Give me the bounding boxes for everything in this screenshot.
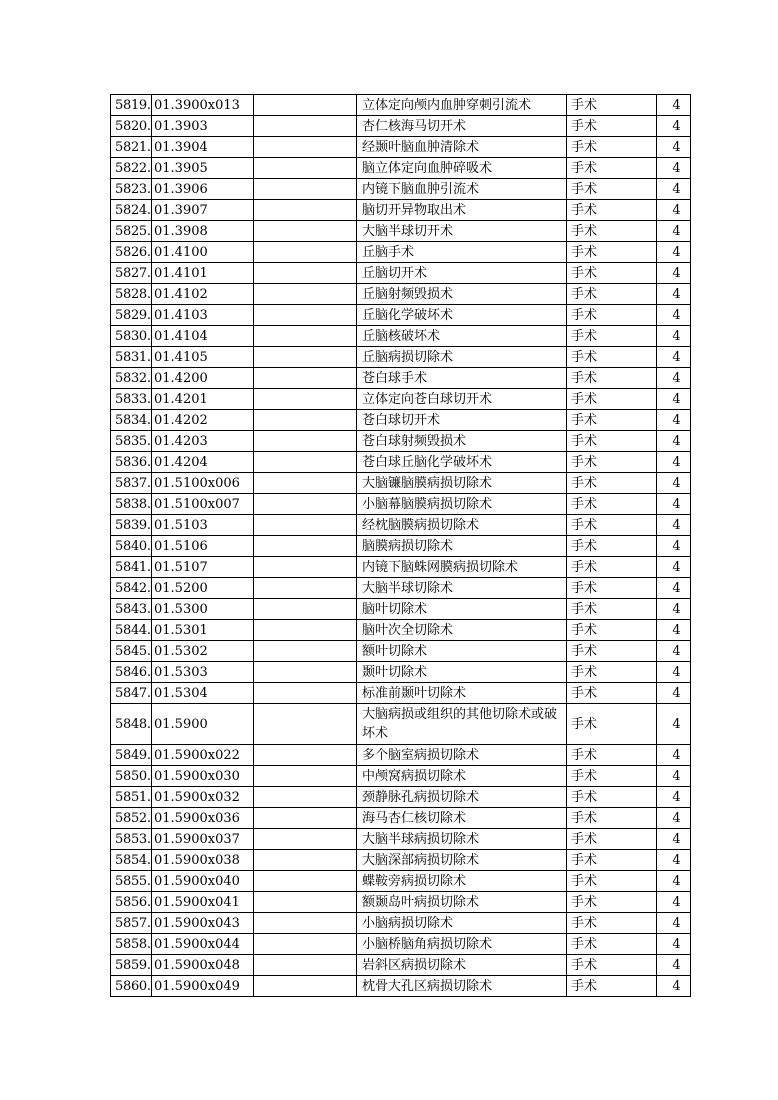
procedure-name-cell: 海马杏仁核切除术: [357, 808, 567, 829]
procedure-code-cell: 01.5900x022: [152, 745, 254, 766]
category-cell: 手术: [567, 95, 657, 116]
table-row: [111, 641, 691, 662]
grade-cell: 4: [657, 976, 691, 997]
procedure-code-cell: 01.5106: [152, 536, 254, 557]
row-number-cell: 5822.: [111, 158, 152, 179]
row-number-cell: 5858.: [111, 934, 152, 955]
row-number-cell: 5843.: [111, 599, 152, 620]
procedure-code-cell: 01.3908: [152, 221, 254, 242]
blank-cell: [254, 892, 357, 913]
grade-cell: 4: [657, 368, 691, 389]
procedure-name-cell: 丘脑化学破坏术: [357, 305, 567, 326]
procedure-code-cell: 01.5900x036: [152, 808, 254, 829]
category-cell: 手术: [567, 850, 657, 871]
row-number-cell: 5821.: [111, 137, 152, 158]
category-cell: 手术: [567, 913, 657, 934]
grade-cell: 4: [657, 116, 691, 137]
blank-cell: [254, 766, 357, 787]
blank-cell: [254, 242, 357, 263]
table-row: [111, 536, 691, 557]
blank-cell: [254, 179, 357, 200]
procedure-name-cell: 大脑半球切开术: [357, 221, 567, 242]
procedure-name-cell: 颞叶切除术: [357, 662, 567, 683]
procedure-code-cell: 01.4103: [152, 305, 254, 326]
row-number-cell: 5837.: [111, 473, 152, 494]
category-cell: 手术: [567, 179, 657, 200]
procedure-name-cell: 苍白球切开术: [357, 410, 567, 431]
procedure-name-cell: 脑叶切除术: [357, 599, 567, 620]
blank-cell: [254, 536, 357, 557]
grade-cell: 4: [657, 95, 691, 116]
grade-cell: 4: [657, 578, 691, 599]
procedure-code-cell: 01.3907: [152, 200, 254, 221]
category-cell: 手术: [567, 158, 657, 179]
procedure-name-cell: 脑膜病损切除术: [357, 536, 567, 557]
grade-cell: 4: [657, 913, 691, 934]
procedure-code-cell: 01.5900x049: [152, 976, 254, 997]
category-cell: 手术: [567, 683, 657, 704]
table-row: [111, 934, 691, 955]
grade-cell: 4: [657, 787, 691, 808]
row-number-cell: 5860.: [111, 976, 152, 997]
row-number-cell: 5842.: [111, 578, 152, 599]
table-row: [111, 557, 691, 578]
category-cell: 手术: [567, 829, 657, 850]
blank-cell: [254, 934, 357, 955]
grade-cell: 4: [657, 683, 691, 704]
category-cell: 手术: [567, 808, 657, 829]
procedure-name-cell: 脑立体定向血肿碎吸术: [357, 158, 567, 179]
table-row: [111, 515, 691, 536]
procedure-code-cell: 01.5900: [152, 704, 254, 745]
procedure-name-cell: 脑切开异物取出术: [357, 200, 567, 221]
procedure-code-cell: 01.3903: [152, 116, 254, 137]
table-row: [111, 745, 691, 766]
procedure-code-cell: 01.5900x043: [152, 913, 254, 934]
procedure-code-cell: 01.5103: [152, 515, 254, 536]
procedure-name-cell: 丘脑射频毁损术: [357, 284, 567, 305]
row-number-cell: 5826.: [111, 242, 152, 263]
table-row: [111, 620, 691, 641]
row-number-cell: 5844.: [111, 620, 152, 641]
grade-cell: 4: [657, 305, 691, 326]
table-row: [111, 410, 691, 431]
procedure-code-cell: 01.4100: [152, 242, 254, 263]
table-row: [111, 955, 691, 976]
row-number-cell: 5841.: [111, 557, 152, 578]
blank-cell: [254, 515, 357, 536]
row-number-cell: 5830.: [111, 326, 152, 347]
category-cell: 手术: [567, 745, 657, 766]
grade-cell: 4: [657, 221, 691, 242]
row-number-cell: 5848.: [111, 704, 152, 745]
procedure-name-cell: 颈静脉孔病损切除术: [357, 787, 567, 808]
table-row: [111, 431, 691, 452]
category-cell: 手术: [567, 704, 657, 745]
grade-cell: 4: [657, 410, 691, 431]
grade-cell: 4: [657, 704, 691, 745]
blank-cell: [254, 221, 357, 242]
grade-cell: 4: [657, 452, 691, 473]
table-row: [111, 137, 691, 158]
blank-cell: [254, 137, 357, 158]
procedure-name-cell: 小脑病损切除术: [357, 913, 567, 934]
row-number-cell: 5859.: [111, 955, 152, 976]
category-cell: 手术: [567, 368, 657, 389]
row-number-cell: 5832.: [111, 368, 152, 389]
procedure-name-cell: 丘脑手术: [357, 242, 567, 263]
row-number-cell: 5846.: [111, 662, 152, 683]
category-cell: 手术: [567, 578, 657, 599]
grade-cell: 4: [657, 284, 691, 305]
procedure-name-cell: 岩斜区病损切除术: [357, 955, 567, 976]
blank-cell: [254, 95, 357, 116]
blank-cell: [254, 871, 357, 892]
procedure-code-cell: 01.5100x007: [152, 494, 254, 515]
category-cell: 手术: [567, 871, 657, 892]
procedure-code-cell: 01.4104: [152, 326, 254, 347]
procedure-name-cell: 丘脑核破坏术: [357, 326, 567, 347]
blank-cell: [254, 599, 357, 620]
row-number-cell: 5829.: [111, 305, 152, 326]
category-cell: 手术: [567, 431, 657, 452]
table-row: [111, 766, 691, 787]
category-cell: 手术: [567, 766, 657, 787]
category-cell: 手术: [567, 242, 657, 263]
category-cell: 手术: [567, 662, 657, 683]
procedure-code-cell: 01.5900x044: [152, 934, 254, 955]
grade-cell: 4: [657, 158, 691, 179]
table-row: [111, 850, 691, 871]
blank-cell: [254, 305, 357, 326]
table-row: [111, 473, 691, 494]
table-row: [111, 221, 691, 242]
grade-cell: 4: [657, 955, 691, 976]
procedure-name-cell: 杏仁核海马切开术: [357, 116, 567, 137]
procedure-name-cell: 小脑桥脑角病损切除术: [357, 934, 567, 955]
blank-cell: [254, 620, 357, 641]
grade-cell: 4: [657, 515, 691, 536]
grade-cell: 4: [657, 347, 691, 368]
blank-cell: [254, 200, 357, 221]
row-number-cell: 5831.: [111, 347, 152, 368]
row-number-cell: 5839.: [111, 515, 152, 536]
procedure-code-cell: 01.5303: [152, 662, 254, 683]
blank-cell: [254, 473, 357, 494]
procedure-code-cell: 01.4101: [152, 263, 254, 284]
grade-cell: 4: [657, 641, 691, 662]
category-cell: 手术: [567, 326, 657, 347]
category-cell: 手术: [567, 599, 657, 620]
blank-cell: [254, 557, 357, 578]
table-row: [111, 599, 691, 620]
category-cell: 手术: [567, 976, 657, 997]
row-number-cell: 5855.: [111, 871, 152, 892]
procedure-name-cell: 额叶切除术: [357, 641, 567, 662]
procedure-code-cell: 01.4203: [152, 431, 254, 452]
procedure-name-cell: 内镜下脑血肿引流术: [357, 179, 567, 200]
table-row: [111, 829, 691, 850]
procedure-code-cell: 01.5301: [152, 620, 254, 641]
table-row: [111, 871, 691, 892]
procedure-name-cell: 多个脑室病损切除术: [357, 745, 567, 766]
row-number-cell: 5845.: [111, 641, 152, 662]
procedure-name-cell: 大脑镰脑膜病损切除术: [357, 473, 567, 494]
procedure-name-cell: 大脑深部病损切除术: [357, 850, 567, 871]
category-cell: 手术: [567, 284, 657, 305]
category-cell: 手术: [567, 641, 657, 662]
procedure-name-cell: 中颅窝病损切除术: [357, 766, 567, 787]
procedure-code-cell: 01.3900x013: [152, 95, 254, 116]
row-number-cell: 5851.: [111, 787, 152, 808]
procedure-code-cell: 01.5900x040: [152, 871, 254, 892]
grade-cell: 4: [657, 200, 691, 221]
row-number-cell: 5852.: [111, 808, 152, 829]
category-cell: 手术: [567, 221, 657, 242]
row-number-cell: 5834.: [111, 410, 152, 431]
grade-cell: 4: [657, 179, 691, 200]
blank-cell: [254, 745, 357, 766]
grade-cell: 4: [657, 766, 691, 787]
procedure-code-cell: 01.4105: [152, 347, 254, 368]
table-row: [111, 347, 691, 368]
table-row: [111, 452, 691, 473]
procedure-code-cell: 01.5100x006: [152, 473, 254, 494]
procedure-name-cell: 大脑半球病损切除术: [357, 829, 567, 850]
category-cell: 手术: [567, 137, 657, 158]
row-number-cell: 5856.: [111, 892, 152, 913]
procedure-name-cell: 苍白球射频毁损术: [357, 431, 567, 452]
category-cell: 手术: [567, 473, 657, 494]
blank-cell: [254, 158, 357, 179]
procedure-code-cell: 01.5900x041: [152, 892, 254, 913]
procedure-code-cell: 01.5302: [152, 641, 254, 662]
procedure-table: [110, 94, 691, 997]
blank-cell: [254, 955, 357, 976]
procedure-name-cell: 内镜下脑蛛网膜病损切除术: [357, 557, 567, 578]
procedure-code-cell: 01.5200: [152, 578, 254, 599]
blank-cell: [254, 410, 357, 431]
procedure-code-cell: 01.3905: [152, 158, 254, 179]
row-number-cell: 5833.: [111, 389, 152, 410]
table-row: [111, 662, 691, 683]
grade-cell: 4: [657, 745, 691, 766]
row-number-cell: 5827.: [111, 263, 152, 284]
category-cell: 手术: [567, 494, 657, 515]
procedure-name-cell: 大脑病损或组织的其他切除术或破坏术: [357, 704, 567, 745]
procedure-name-cell: 小脑幕脑膜病损切除术: [357, 494, 567, 515]
blank-cell: [254, 787, 357, 808]
row-number-cell: 5823.: [111, 179, 152, 200]
row-number-cell: 5825.: [111, 221, 152, 242]
blank-cell: [254, 976, 357, 997]
grade-cell: 4: [657, 326, 691, 347]
row-number-cell: 5853.: [111, 829, 152, 850]
table-row: [111, 326, 691, 347]
table-row: [111, 263, 691, 284]
table-row: [111, 305, 691, 326]
row-number-cell: 5838.: [111, 494, 152, 515]
category-cell: 手术: [567, 116, 657, 137]
blank-cell: [254, 850, 357, 871]
procedure-code-cell: 01.4204: [152, 452, 254, 473]
table-row: [111, 683, 691, 704]
grade-cell: 4: [657, 536, 691, 557]
blank-cell: [254, 389, 357, 410]
row-number-cell: 5824.: [111, 200, 152, 221]
category-cell: 手术: [567, 557, 657, 578]
blank-cell: [254, 578, 357, 599]
procedure-name-cell: 丘脑病损切除术: [357, 347, 567, 368]
procedure-code-cell: 01.5300: [152, 599, 254, 620]
grade-cell: 4: [657, 557, 691, 578]
table-row: [111, 368, 691, 389]
table-row: [111, 200, 691, 221]
category-cell: 手术: [567, 515, 657, 536]
blank-cell: [254, 808, 357, 829]
table-row: [111, 578, 691, 599]
table-row: [111, 116, 691, 137]
grade-cell: 4: [657, 599, 691, 620]
category-cell: 手术: [567, 536, 657, 557]
procedure-name-cell: 经枕脑膜病损切除术: [357, 515, 567, 536]
table-row: [111, 787, 691, 808]
procedure-code-cell: 01.5900x032: [152, 787, 254, 808]
blank-cell: [254, 326, 357, 347]
grade-cell: 4: [657, 389, 691, 410]
category-cell: 手术: [567, 892, 657, 913]
grade-cell: 4: [657, 620, 691, 641]
row-number-cell: 5857.: [111, 913, 152, 934]
procedure-code-cell: 01.4201: [152, 389, 254, 410]
blank-cell: [254, 431, 357, 452]
blank-cell: [254, 368, 357, 389]
procedure-name-cell: 蝶鞍旁病损切除术: [357, 871, 567, 892]
procedure-name-cell: 经颞叶脑血肿清除术: [357, 137, 567, 158]
grade-cell: 4: [657, 494, 691, 515]
row-number-cell: 5836.: [111, 452, 152, 473]
table-body: [111, 95, 691, 997]
grade-cell: 4: [657, 892, 691, 913]
procedure-name-cell: 苍白球手术: [357, 368, 567, 389]
blank-cell: [254, 452, 357, 473]
row-number-cell: 5849.: [111, 745, 152, 766]
procedure-code-cell: 01.3904: [152, 137, 254, 158]
grade-cell: 4: [657, 808, 691, 829]
row-number-cell: 5828.: [111, 284, 152, 305]
table-row: [111, 494, 691, 515]
table-row: [111, 704, 691, 745]
grade-cell: 4: [657, 473, 691, 494]
procedure-code-cell: 01.5900x038: [152, 850, 254, 871]
category-cell: 手术: [567, 305, 657, 326]
procedure-code-cell: 01.4102: [152, 284, 254, 305]
row-number-cell: 5820.: [111, 116, 152, 137]
procedure-code-cell: 01.5900x048: [152, 955, 254, 976]
category-cell: 手术: [567, 263, 657, 284]
grade-cell: 4: [657, 850, 691, 871]
category-cell: 手术: [567, 452, 657, 473]
grade-cell: 4: [657, 263, 691, 284]
table-row: [111, 95, 691, 116]
procedure-code-cell: 01.5900x037: [152, 829, 254, 850]
procedure-code-cell: 01.4202: [152, 410, 254, 431]
procedure-name-cell: 苍白球丘脑化学破坏术: [357, 452, 567, 473]
procedure-code-cell: 01.4200: [152, 368, 254, 389]
procedure-code-cell: 01.5304: [152, 683, 254, 704]
table-row: [111, 389, 691, 410]
blank-cell: [254, 683, 357, 704]
row-number-cell: 5850.: [111, 766, 152, 787]
table-row: [111, 808, 691, 829]
table-row: [111, 913, 691, 934]
procedure-code-cell: 01.5900x030: [152, 766, 254, 787]
category-cell: 手术: [567, 620, 657, 641]
procedure-code-cell: 01.5107: [152, 557, 254, 578]
grade-cell: 4: [657, 137, 691, 158]
blank-cell: [254, 662, 357, 683]
blank-cell: [254, 116, 357, 137]
category-cell: 手术: [567, 347, 657, 368]
grade-cell: 4: [657, 934, 691, 955]
category-cell: 手术: [567, 200, 657, 221]
category-cell: 手术: [567, 389, 657, 410]
row-number-cell: 5819.: [111, 95, 152, 116]
procedure-name-cell: 丘脑切开术: [357, 263, 567, 284]
procedure-name-cell: 大脑半球切除术: [357, 578, 567, 599]
row-number-cell: 5840.: [111, 536, 152, 557]
category-cell: 手术: [567, 787, 657, 808]
procedure-code-cell: 01.3906: [152, 179, 254, 200]
blank-cell: [254, 284, 357, 305]
row-number-cell: 5854.: [111, 850, 152, 871]
blank-cell: [254, 913, 357, 934]
category-cell: 手术: [567, 934, 657, 955]
blank-cell: [254, 641, 357, 662]
table-row: [111, 179, 691, 200]
table-row: [111, 242, 691, 263]
blank-cell: [254, 704, 357, 745]
table-row: [111, 284, 691, 305]
table-row: [111, 892, 691, 913]
blank-cell: [254, 494, 357, 515]
grade-cell: 4: [657, 431, 691, 452]
table-row: [111, 158, 691, 179]
row-number-cell: 5835.: [111, 431, 152, 452]
grade-cell: 4: [657, 871, 691, 892]
blank-cell: [254, 263, 357, 284]
category-cell: 手术: [567, 955, 657, 976]
blank-cell: [254, 347, 357, 368]
procedure-name-cell: 标准前颞叶切除术: [357, 683, 567, 704]
procedure-name-cell: 立体定向颅内血肿穿刺引流术: [357, 95, 567, 116]
grade-cell: 4: [657, 829, 691, 850]
grade-cell: 4: [657, 242, 691, 263]
blank-cell: [254, 829, 357, 850]
procedure-name-cell: 额颞岛叶病损切除术: [357, 892, 567, 913]
procedure-name-cell: 立体定向苍白球切开术: [357, 389, 567, 410]
category-cell: 手术: [567, 410, 657, 431]
grade-cell: 4: [657, 662, 691, 683]
procedure-name-cell: 脑叶次全切除术: [357, 620, 567, 641]
procedure-name-cell: 枕骨大孔区病损切除术: [357, 976, 567, 997]
table-row: [111, 976, 691, 997]
row-number-cell: 5847.: [111, 683, 152, 704]
